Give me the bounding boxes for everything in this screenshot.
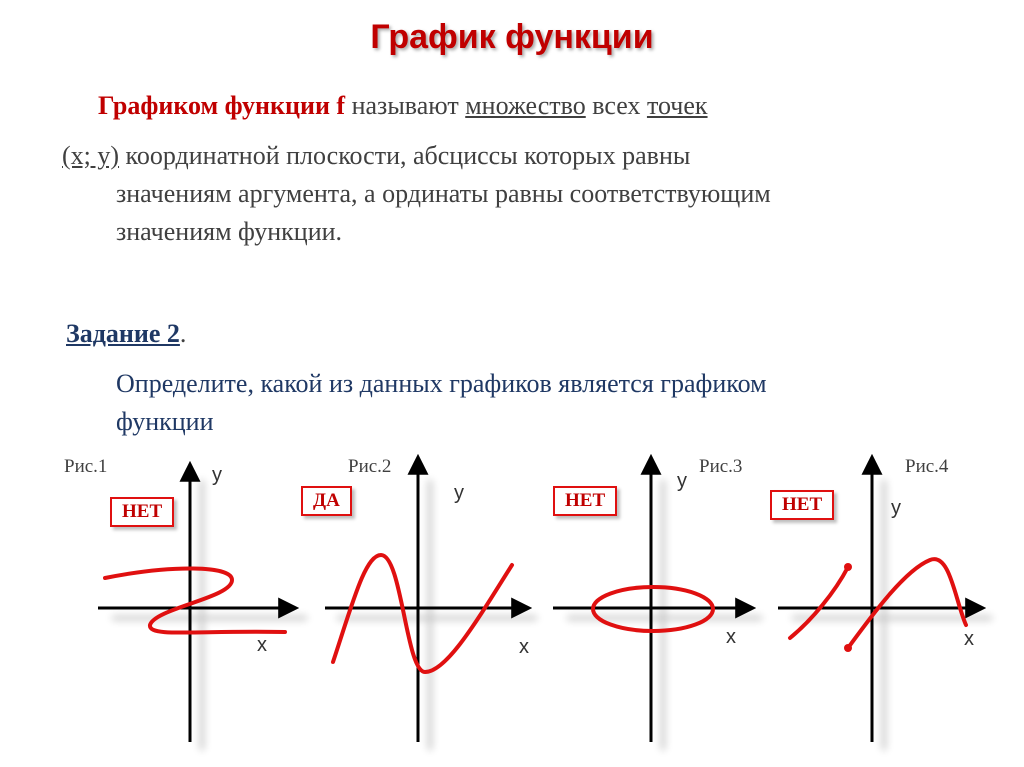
definition-text: всех bbox=[585, 91, 647, 120]
figure-2-graph bbox=[325, 458, 537, 750]
figure-4-curve-right bbox=[848, 559, 966, 648]
figure-2-curve bbox=[333, 555, 512, 672]
figure-1-curve bbox=[105, 568, 285, 632]
figure-3-x-label: x bbox=[726, 626, 736, 648]
figure-4-curve-left bbox=[790, 567, 848, 638]
figure-3-answer-badge: НЕТ bbox=[553, 486, 617, 516]
figure-2-x-label: x bbox=[519, 636, 529, 658]
figure-1-answer-badge: НЕТ bbox=[110, 497, 174, 527]
figure-3-y-label: y bbox=[677, 470, 687, 492]
figure-1-label: Рис.1 bbox=[64, 456, 108, 477]
task-line-1: Определите, какой из данных графиков является графиком bbox=[116, 369, 767, 398]
figure-4-label: Рис.4 bbox=[905, 456, 949, 477]
figure-4-y-label: y bbox=[891, 497, 901, 519]
figure-4-answer-badge: НЕТ bbox=[770, 490, 834, 520]
task-dot: . bbox=[179, 319, 187, 348]
figure-3-label: Рис.3 bbox=[699, 456, 743, 477]
figure-4-x-label: x bbox=[964, 628, 974, 650]
coordinates-notation: (x; y) bbox=[62, 141, 120, 170]
definition-line-4: значениям функции. bbox=[116, 217, 343, 246]
figure-2-y-label: y bbox=[454, 482, 464, 504]
figure-1-x-label: x bbox=[257, 634, 267, 656]
task-line-2: функции bbox=[116, 407, 214, 436]
definition-text: координатной плоскости, абсциссы которых равны bbox=[119, 141, 691, 170]
task-title: Задание 2 bbox=[66, 319, 180, 348]
figure-2-answer-badge: ДА bbox=[301, 486, 352, 516]
definition-underlined-points: точек bbox=[646, 91, 708, 120]
slide-title: График функции bbox=[370, 18, 654, 56]
definition-term: Графиком функции f bbox=[98, 91, 346, 120]
figure-4-point-bottom bbox=[844, 644, 852, 652]
definition-line-3: значениям аргумента, а ординаты равны соответствующим bbox=[116, 179, 771, 208]
figure-2-label: Рис.2 bbox=[348, 456, 392, 477]
figure-4-point-top bbox=[844, 563, 852, 571]
figure-1-y-label: y bbox=[212, 464, 222, 486]
definition-text: называют bbox=[345, 91, 466, 120]
definition-underlined-set: множество bbox=[465, 91, 586, 120]
